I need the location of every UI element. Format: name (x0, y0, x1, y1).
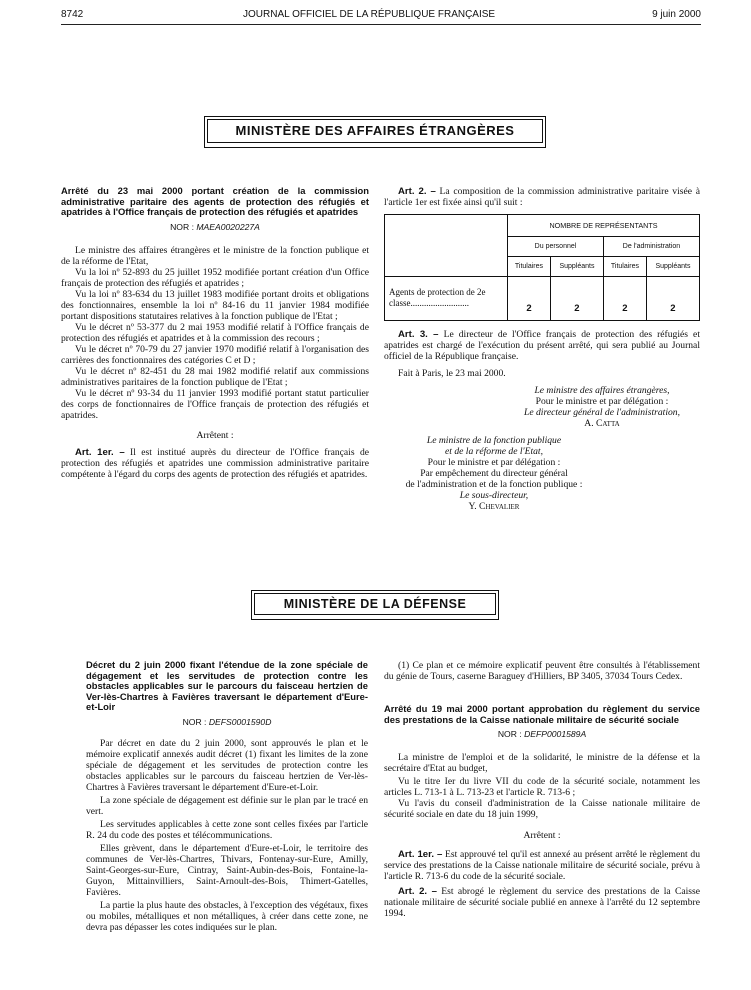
representatives-table (384, 214, 700, 321)
ministry-title: MINISTÈRE DE LA DÉFENSE (254, 593, 496, 615)
table-group-header: NOMBRE DE REPRÉSENTANTS (508, 215, 700, 237)
arrete-1-article-3 (384, 329, 700, 362)
arrete-1-nor (61, 222, 369, 233)
table-cell-value: 2 (603, 277, 646, 321)
arrete-2-arretent: Arrêtent : (523, 830, 561, 842)
table-col-titulaires: Titulaires (603, 257, 646, 277)
decret-paragraph: La partie la plus haute des obstacles, à l'exception des végétaux, fixes ou mobiles, métalliques et non métalliques, à créer dans cette zone, ne devra pas dépasser les cotes indiquées sur le plan. (86, 899, 368, 933)
arrete-1-paragraph: Vu le décret nº 82-451 du 28 mai 1982 modifié relatif aux commissions administratives paritaires de la fonction publique de l'Etat ; (61, 365, 369, 388)
arrete-1-paragraph: Vu la loi nº 52-893 du 25 juillet 1952 modifiée portant création d'un Office français de protection des réfugiés et apatrides ; (61, 266, 369, 289)
signature-line: Le ministre de la fonction publique (426, 435, 562, 446)
arrete-2-nor (384, 729, 700, 740)
nor-label: NOR : (497, 729, 522, 740)
article-label: Art. 1er. – (398, 849, 443, 861)
header-rule (61, 24, 701, 25)
arrete-2-column (384, 660, 700, 919)
ministry-banner-defense (251, 590, 499, 620)
arrete-2-article-2 (384, 886, 700, 919)
signature-line: de l'administration et de la fonction publique : (405, 479, 583, 490)
arrete-2-paragraph: La ministre de l'emploi et de la solidarité, le ministre de la défense et la secrétaire d'Etat au budget, (384, 752, 700, 775)
arrete-1-right-column (384, 186, 700, 512)
page-number: 8742 (61, 9, 84, 20)
article-text: La composition de la commission administrative paritaire visée à l'article 1er est fixée ainsi qu'il suit : (384, 186, 700, 208)
arrete-1-left-column (61, 186, 369, 480)
arrete-1-paragraph: Vu le décret nº 70-79 du 27 janvier 1970 modifié relatif à l'organisation des carrières des fonctionnaires des catégories C et D ; (61, 343, 369, 366)
article-text: Est abrogé le règlement du service des prestations de la Caisse nationale militaire de sécurité sociale publié en annexe à l'arrêté du 12 septembre 1994. (384, 886, 700, 920)
article-text: Il est institué auprès du directeur de l'Office français de protection des réfugiés et apatrides une commission administrative paritaire compétente à l'égard du corps des agents de protection des réfugiés et apatrides. (61, 446, 370, 480)
article-label: Art. 3. – (398, 329, 439, 340)
arrete-2-paragraph: Vu le titre Ier du livre VII du code de la sécurité sociale, notamment les articles L. 713-1 à L. 713-23 et l'article R. 713-6 ; (384, 776, 700, 799)
journal-title: JOURNAL OFFICIEL DE LA RÉPUBLIQUE FRANÇAISE (243, 9, 496, 20)
arrete-1-arretent: Arrêtent : (196, 429, 234, 441)
decret-column (86, 660, 368, 933)
table-cell-value: 2 (508, 277, 551, 321)
table-corner (385, 215, 508, 277)
signature-line: Le sous-directeur, (459, 490, 529, 501)
nor-code: DEFS0001590D (208, 716, 272, 727)
table-col-titulaires: Titulaires (508, 257, 551, 277)
ministry-title: MINISTÈRE DES AFFAIRES ÉTRANGÈRES (207, 119, 543, 143)
arrete-1-paragraph: Vu le décret nº 93-34 du 11 janvier 1993 modifié portant statut particulier des corps de fonctionnaires de l'Office français de protection des réfugiés et apatrides. (61, 387, 369, 421)
table-col-suppleants: Suppléants (550, 257, 603, 277)
arrete-1-article-2 (384, 186, 700, 208)
table-sub-admin: De l'administration (603, 237, 699, 257)
signature-line: Par empêchement du directeur général (420, 468, 568, 479)
arrete-1-paragraph: Vu la loi nº 83-634 du 13 juillet 1983 modifiée portant droits et obligations des fonctionnaires, ensemble la loi nº 84-16 du 11 janvier 1984 modifiée portant dispositions statutaires relatives à la fonction publique de l'Etat ; (61, 288, 369, 322)
nor-code: DEFP0001589A (524, 729, 587, 740)
arrete-1-title: Arrêté du 23 mai 2000 portant création de la commission administrative paritaire des agents de protection des réfugiés et apatrides à l'Office français de protection des réfugiés et apatrides (61, 185, 369, 218)
nor-code: MAEA0020227A (196, 221, 260, 232)
signature-line: Pour le ministre et par délégation : (535, 396, 669, 407)
table-cell-value: 2 (646, 277, 699, 321)
table-row-label: Agents de protection de 2e classe.......................... (385, 277, 508, 321)
ministry-banner-foreign-affairs (204, 116, 546, 148)
signature-name: Y. Chevalier (468, 501, 520, 512)
signature-line: Le directeur général de l'administration, (524, 407, 680, 418)
table-sub-personnel: Du personnel (508, 237, 604, 257)
signature-line: et de la réforme de l'Etat, (445, 446, 543, 457)
signature-line: Pour le ministre et par délégation : (427, 457, 561, 468)
decret-title: Décret du 2 juin 2000 fixant l'étendue de la zone spéciale de dégagement et les servitudes de protection contre les obstacles applicables sur le parcours du faisceau hertzien de Ver-lès-Chartres à Favières traversant le département d'Eure-et-Loir (86, 659, 368, 713)
arrete-2-title: Arrêté du 19 mai 2000 portant approbation du règlement du service des prestations de la Caisse nationale militaire de sécurité sociale (384, 703, 700, 725)
decret-paragraph: La zone spéciale de dégagement est définie sur le plan par le tracé en vert. (86, 794, 368, 817)
arrete-2-article-1 (384, 849, 700, 882)
decret-nor (86, 717, 368, 728)
nor-label: NOR : (170, 221, 194, 232)
arrete-1-article-1 (61, 447, 369, 480)
arrete-1-paragraph: Le ministre des affaires étrangères et le ministre de la fonction publique et de la réforme de l'Etat, (61, 244, 369, 267)
signature-block-2 (384, 435, 604, 512)
article-text: Le directeur de l'Office français de protection des réfugiés et apatrides est chargé de l'exécution du présent arrêté, qui sera publié au Journal officiel de la République française. (384, 329, 700, 362)
nor-label: NOR : (182, 716, 207, 727)
article-label: Art. 2. – (398, 886, 437, 898)
table-cell-value: 2 (550, 277, 603, 321)
signature-name: A. Catta (584, 418, 620, 429)
decret-paragraph: Elles grèvent, dans le département d'Eure-et-Loir, le territoire des communes de Ver-lès-Chartres, Thivars, Fontenay-sur-Eure, Amilly, Saint-Georges-sur-Eure, Cintray, Saint-Aubin-des-Bois, Fontaine-la-Guyon, Mittainvilliers, Saint-Arnoult-des-Bois, Thimert-Gatelles, Favières. (86, 842, 368, 898)
arrete-1-paragraph: Vu le décret nº 53-377 du 2 mai 1953 modifié relatif à l'Office français de protection des réfugiés et apatrides et à la commission des recours ; (61, 321, 369, 344)
decret-paragraph: Par décret en date du 2 juin 2000, sont approuvés le plan et le mémoire explicatif annexés audit décret (1) fixant les limites de la zone spéciale de dégagement et les servitudes de protection contre les obstacles applicables sur le parcours du faisceau hertzien de Ver-lès-Chartres à Favières traversant le département d'Eure-et-Loir. (86, 737, 368, 793)
signature-line: Le ministre des affaires étrangères, (534, 385, 670, 396)
table-col-suppleants: Suppléants (646, 257, 699, 277)
article-label: Art. 1er. – (75, 446, 125, 458)
arrete-1-fait: Fait à Paris, le 23 mai 2000. (398, 368, 506, 379)
arrete-2-paragraph: Vu l'avis du conseil d'administration de la Caisse nationale militaire de sécurité sociale en date du 18 juin 1999, (384, 798, 700, 821)
article-text: Est approuvé tel qu'il est annexé au présent arrêté le règlement du service des prestations de la Caisse nationale militaire de sécurité sociale, prévu à l'article R. 713-6 du code de la sécurité sociale. (384, 849, 700, 883)
decret-paragraph: Les servitudes applicables à cette zone sont celles fixées par l'article R. 24 du code des postes et télécommunications. (86, 818, 368, 841)
article-label: Art. 2. – (398, 186, 436, 197)
signature-block-1 (504, 385, 700, 429)
decret-footnote: (1) Ce plan et ce mémoire explicatif peuvent être consultés à l'établissement du génie de Tours, caserne Baraguey d'Hilliers, BP 3405, 37034 Tours Cedex. (384, 660, 700, 682)
header-date: 9 juin 2000 (652, 9, 701, 20)
